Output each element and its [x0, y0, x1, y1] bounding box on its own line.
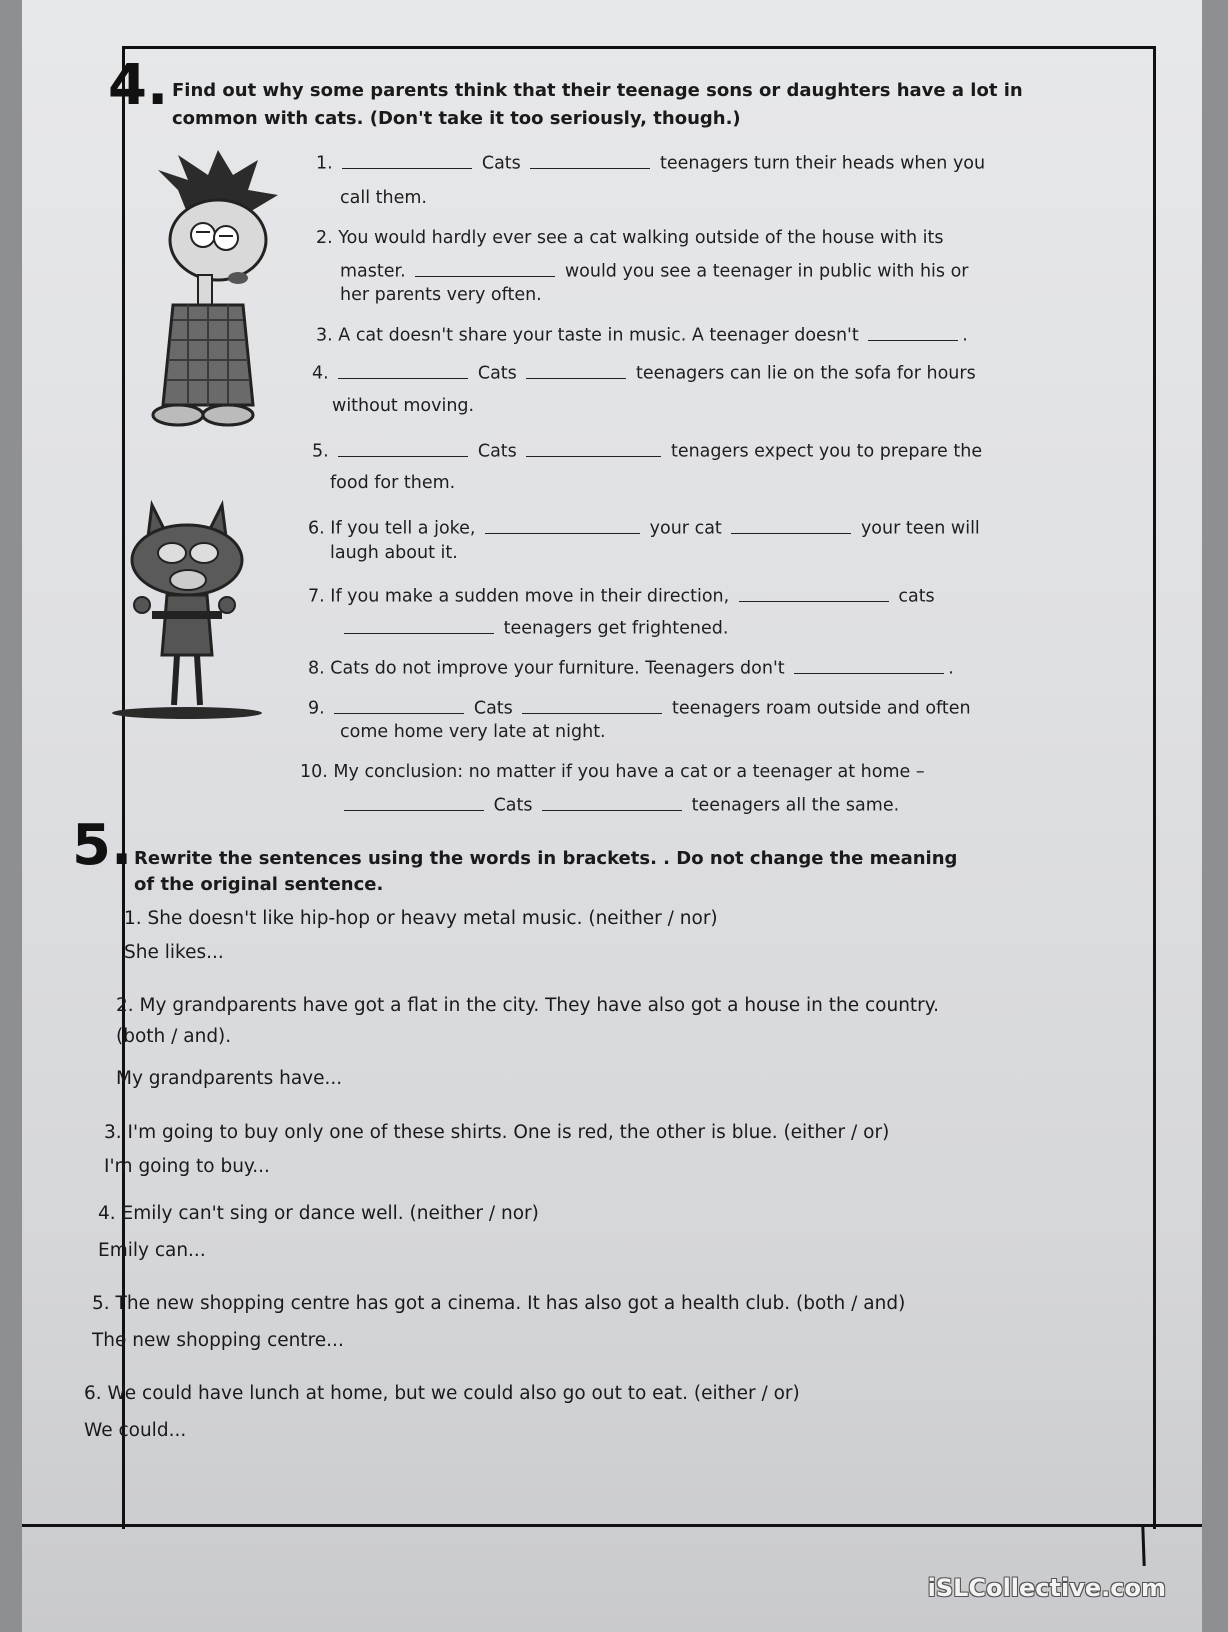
ex4-item-7-line1: 7. If you make a sudden move in their direction, cats	[308, 583, 935, 607]
answer-blank[interactable]	[338, 360, 468, 379]
ex5-item-3-sentence: 3. I'm going to buy only one of these shirts. One is red, the other is blue. (either / or)	[104, 1122, 890, 1143]
ex4-item-5-line2: food for them.	[330, 473, 456, 493]
bottom-rule	[22, 1524, 1202, 1527]
ex4-item-2-line3: her parents very often.	[340, 285, 542, 305]
ex5-item-4-start[interactable]: Emily can...	[98, 1240, 206, 1261]
ex4-item-6-line2: laugh about it.	[330, 543, 458, 563]
ex4-item-2-line2: master. would you see a teenager in public with his or	[340, 258, 969, 282]
ex4-item-8: 8. Cats do not improve your furniture. Teenagers don't .	[308, 655, 954, 679]
answer-blank[interactable]	[344, 792, 484, 811]
ex4-item-10-line1: 10. My conclusion: no matter if you have a cat or a teenager at home –	[300, 762, 925, 782]
answer-blank[interactable]	[526, 360, 626, 379]
ex4-item-5-line1: 5. Cats tenagers expect you to prepare the	[312, 438, 982, 462]
ex5-item-1-sentence: 1. She doesn't like hip-hop or heavy metal music. (neither / nor)	[124, 908, 718, 929]
answer-blank[interactable]	[522, 695, 662, 714]
exercise-5-number: 5.	[72, 813, 133, 878]
answer-blank[interactable]	[739, 583, 889, 602]
cat-cartoon-illustration	[112, 495, 292, 735]
bottom-corner-rule	[1141, 1526, 1145, 1566]
answer-blank[interactable]	[731, 515, 851, 534]
ex5-item-4-sentence: 4. Emily can't sing or dance well. (neither / nor)	[98, 1203, 539, 1224]
ex4-item-9-line2: come home very late at night.	[340, 722, 606, 742]
ex5-item-5-start[interactable]: The new shopping centre...	[92, 1330, 344, 1351]
answer-blank[interactable]	[526, 438, 661, 457]
ex4-item-4-line1: 4. Cats teenagers can lie on the sofa for hours	[312, 360, 976, 384]
exercise-4-instruction-line1: Find out why some parents think that their teenage sons or daughters have a lot in	[172, 80, 1023, 101]
ex4-item-2-line1: 2. You would hardly ever see a cat walking outside of the house with its	[316, 228, 944, 248]
islcollective-watermark: iSLCollective.com	[927, 1574, 1166, 1602]
answer-blank[interactable]	[338, 438, 468, 457]
exercise-4-number: 4.	[108, 53, 169, 118]
answer-blank[interactable]	[344, 615, 494, 634]
exercise-5-instruction-line2: of the original sentence.	[134, 874, 384, 895]
answer-blank[interactable]	[794, 655, 944, 674]
ex5-item-2-sentence-cont: (both / and).	[116, 1026, 232, 1047]
answer-blank[interactable]	[530, 150, 650, 169]
ex5-item-3-start[interactable]: I'm going to buy...	[104, 1156, 270, 1177]
answer-blank[interactable]	[415, 258, 555, 277]
ex5-item-6-start[interactable]: We could...	[84, 1420, 187, 1441]
ex5-item-6-sentence: 6. We could have lunch at home, but we could also go out to eat. (either / or)	[84, 1383, 800, 1404]
ex5-item-1-start[interactable]: She likes...	[124, 942, 224, 963]
exercise-5-instruction-line1: Rewrite the sentences using the words in brackets. . Do not change the meaning	[134, 848, 958, 869]
ex4-item-9-line1: 9. Cats teenagers roam outside and often	[308, 695, 971, 719]
ex4-item-1-line1: 1. Cats teenagers turn their heads when you	[316, 150, 985, 174]
ex4-item-7-line2: teenagers get frightened.	[340, 615, 728, 639]
answer-blank[interactable]	[868, 322, 958, 341]
ex4-item-1-line2: call them.	[340, 188, 427, 208]
boy-cartoon-illustration	[148, 150, 298, 430]
exercise-4-instruction-line2: common with cats. (Don't take it too seriously, though.)	[172, 108, 741, 129]
answer-blank[interactable]	[342, 150, 472, 169]
ex4-item-4-line2: without moving.	[332, 396, 475, 416]
ex4-item-3: 3. A cat doesn't share your taste in music. A teenager doesn't .	[316, 322, 968, 346]
ex5-item-5-sentence: 5. The new shopping centre has got a cinema. It has also got a health club. (both / and)	[92, 1293, 906, 1314]
answer-blank[interactable]	[542, 792, 682, 811]
ex4-item-6-line1: 6. If you tell a joke, your cat your teen will	[308, 515, 980, 539]
ex5-item-2-start[interactable]: My grandparents have...	[116, 1068, 343, 1089]
ex4-item-10-line2: Cats teenagers all the same.	[340, 792, 899, 816]
answer-blank[interactable]	[485, 515, 640, 534]
ex5-item-2-sentence: 2. My grandparents have got a flat in the city. They have also got a house in the country.	[116, 995, 939, 1016]
answer-blank[interactable]	[334, 695, 464, 714]
